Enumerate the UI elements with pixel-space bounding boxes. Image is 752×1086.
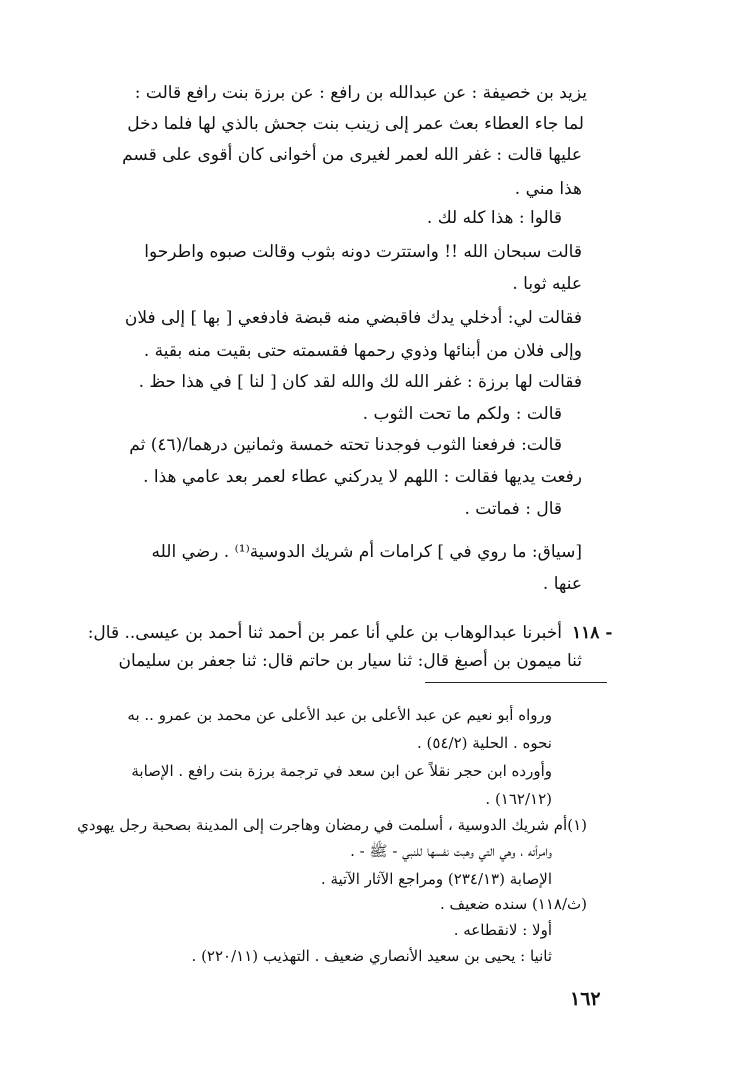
hadith-number: ١١٨ - [572,623,613,643]
footnote-line: وامرأته ، وهي التي وهبت نفسها للنبي - ﷺ - . [350,842,552,860]
footnote-line: ورواه أبو نعيم عن عبد الأعلى بن عبد الأعلى عن محمد بن عمرو .. به [127,706,552,724]
body-line: لما جاء العطاء بعث عمر إلى زينب بنت جحش بالذي لها فلما دخل [127,114,584,134]
footnote-line: (١٦٢/١٢) . [485,790,552,808]
body-line: قالوا : هذا كله لك . [426,208,562,228]
body-line: قالت: فرفعنا الثوب فوجدنا تحته خمسة وثمانين درهما/(٤٦) ثم [129,435,562,455]
body-line: فقالت لي: أدخلي يدك فاقبضي منه قبضة فادفعي [ بها ] إلى فلان [124,308,582,328]
section-heading: [سياق: ما روي في ] كرامات أم شريك الدوسية⁽¹⁾ . رضي الله [151,542,582,562]
body-line: أخبرنا عبدالوهاب بن علي أنا عمر بن أحمد ثنا أحمد بن عيسى.. قال: [87,623,562,643]
footnote-line: نحوه . الحلية (٥٤/٢) . [417,734,552,752]
body-line: ثنا ميمون بن أصبغ قال: ثنا سيار بن حاتم قال: ثنا جعفر بن سليمان [118,651,582,671]
footnote-line: أولا : لانقطاعه . [453,921,552,939]
page-number: ١٦٢ [570,988,601,1010]
footnote-line: (ث/١١٨) سنده ضعيف . [440,895,587,913]
footnote-line: (١)أم شريك الدوسية ، أسلمت في رمضان وهاجرت إلى المدينة بصحبة رجل يهودي [77,816,587,834]
body-line: قالت : ولكم ما تحت الثوب . [362,404,562,424]
body-line: عنها . [542,574,582,594]
body-line: فقالت لها برزة : غفر الله لك والله لقد كان [ لنا ] في هذا حظ . [138,372,582,392]
body-line: عليه ثوبا . [512,274,582,294]
footnote-separator [425,682,607,683]
body-line: يزيد بن خصيفة : عن عبدالله بن رافع : عن برزة بنت رافع قالت : [134,83,587,103]
body-line: عليها قالت : غفر الله لعمر لغيرى من أخوانى كان أقوى على قسم [122,145,582,165]
body-line: رفعت يديها فقالت : اللهم لا يدركني عطاء لعمر بعد عامي هذا . [143,467,582,487]
body-line: وإلى فلان من أبنائها وذوي رحمها فقسمته حتى بقيت منه بقية . [143,341,582,361]
body-line: هذا مني . [514,179,582,199]
body-line: قال : فماتت . [464,499,562,519]
footnote-line: ثانيا : يحيى بن سعيد الأنصاري ضعيف . التهذيب (٢٢٠/١١) . [191,947,552,965]
footnote-line: وأورده ابن حجر نقلاً عن ابن سعد في ترجمة برزة بنت رافع . الإصابة [131,762,552,780]
body-line: قالت سبحان الله !! واستترت دونه بثوب وقالت صبوه واطرحوا [144,242,582,262]
footnote-line: الإصابة (٢٣٤/١٣) ومراجع الآثار الآتية . [320,870,552,888]
